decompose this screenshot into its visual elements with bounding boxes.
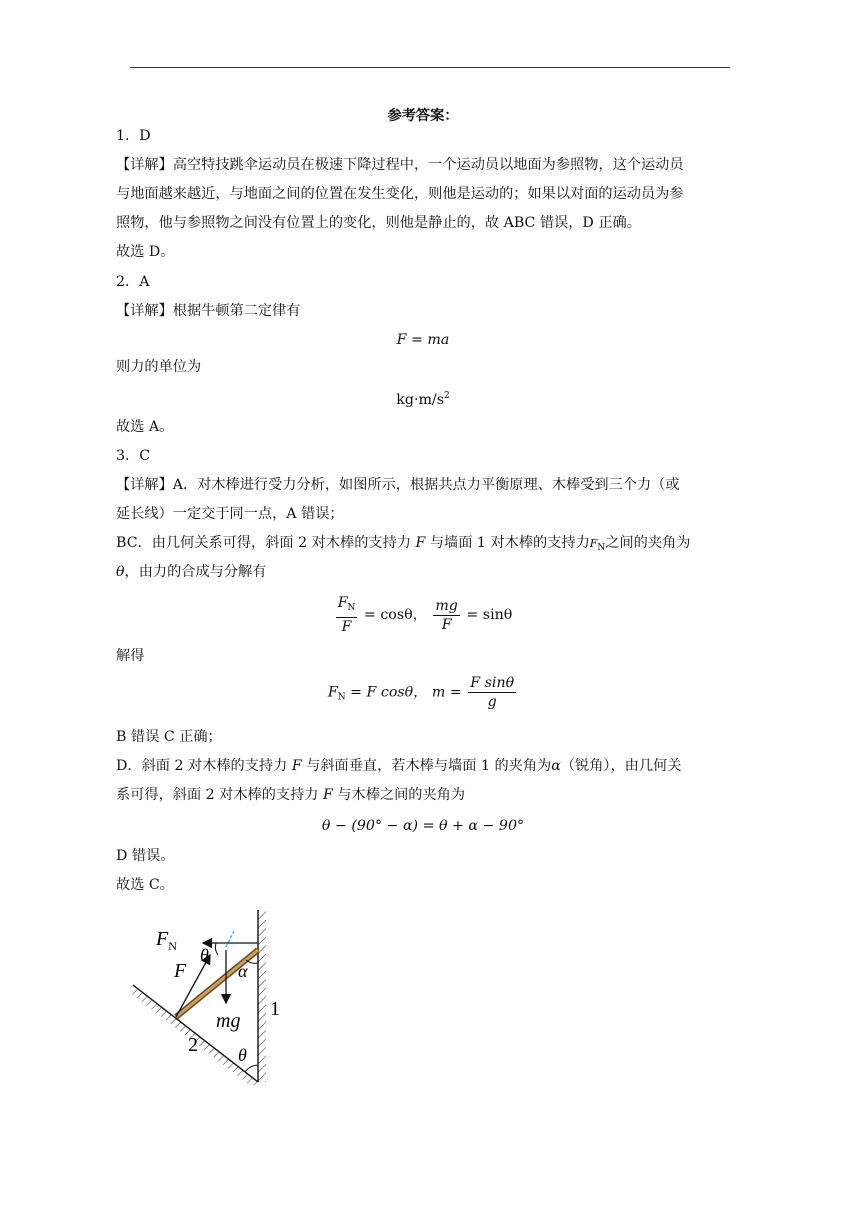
q3-bc-result: B 错误 C 正确； xyxy=(116,729,222,745)
f-label: F xyxy=(174,960,187,982)
q3-bc-line-2: θ，由力的合成与分解有 xyxy=(116,564,267,580)
wall-hatch xyxy=(258,910,266,1082)
q3-d-line-2: 系可得，斜面 2 对木棒的支持力 F 与木棒之间的夹角为 xyxy=(116,787,466,803)
dashed-extension xyxy=(226,931,234,947)
slope-label: 2 xyxy=(188,1034,198,1056)
q1-line-2: 与地面越来越近，与地面之间的位置在发生变化，则他是运动的；如果以对面的运动员为参 xyxy=(116,186,684,202)
theta-bottom-arc xyxy=(245,1065,258,1072)
q2-formula: F = ma xyxy=(396,332,450,348)
q3-result-formula: $F_N = F$ cosθ， m = $\frac{\text{F sinθ}}{g}$ xyxy=(327,675,515,710)
q3-line-2: 延长线）一定交于同一点，A 错误； xyxy=(116,506,344,522)
q3-final: 故选 C。 xyxy=(116,877,174,893)
wall-label: 1 xyxy=(270,998,280,1020)
q3-answer: 3．C xyxy=(116,448,151,464)
header-rule xyxy=(130,67,730,68)
q3-d-result: D 错误。 xyxy=(116,848,175,864)
q3-d-formula: θ − (90° − α) = θ + α − 90° xyxy=(321,818,525,834)
q3-bc-line-1: BC．由几何关系可得，斜面 2 对木棒的支持力 F 与墙面 1 对木棒的支持力$F_N$之间的夹角为 xyxy=(116,535,691,553)
page-title: 参考答案： xyxy=(387,108,459,124)
q2-line-3: 故选 A。 xyxy=(116,419,174,435)
q1-line-1: 【详解】高空特技跳伞运动员在极速下降过程中，一个运动员以地面为参照物，这个运动员 xyxy=(116,157,684,173)
theta-bottom-label: θ xyxy=(238,1045,247,1065)
alpha-label: α xyxy=(238,961,248,981)
theta-label: θ xyxy=(200,945,209,965)
theta-arc xyxy=(215,943,218,955)
q1-line-4: 故选 D。 xyxy=(116,244,175,260)
q2-unit: $kg\cdot m/s^2$ xyxy=(396,391,450,408)
q2-line-2: 则力的单位为 xyxy=(116,359,202,375)
mg-label: mg xyxy=(216,1010,241,1032)
q2-line-1: 【详解】根据牛顿第二定律有 xyxy=(116,303,301,319)
q1-line-3: 照物，他与参照物之间没有位置上的变化，则他是静止的，故 ABC 错误，D 正确。 xyxy=(116,215,641,231)
q3-ratio-formula: $\frac{F_N}{F}$ = cosθ， $\frac{mg}{F}$ = sinθ xyxy=(337,595,513,635)
q1-answer: 1．D xyxy=(116,128,151,144)
q3-line-1: 【详解】A．对木棒进行受力分析，如图所示，根据共点力平衡原理、木棒受到三个力（或 xyxy=(116,477,680,493)
q3-solve: 解得 xyxy=(116,648,145,664)
force-diagram xyxy=(128,905,288,1085)
q2-answer: 2．A xyxy=(116,274,150,290)
q3-d-line-1: D．斜面 2 对木棒的支持力 F 与斜面垂直，若木棒与墙面 1 的夹角为α（锐角），由几何关 xyxy=(116,758,682,774)
fn-label: $F_N$ xyxy=(156,928,177,953)
